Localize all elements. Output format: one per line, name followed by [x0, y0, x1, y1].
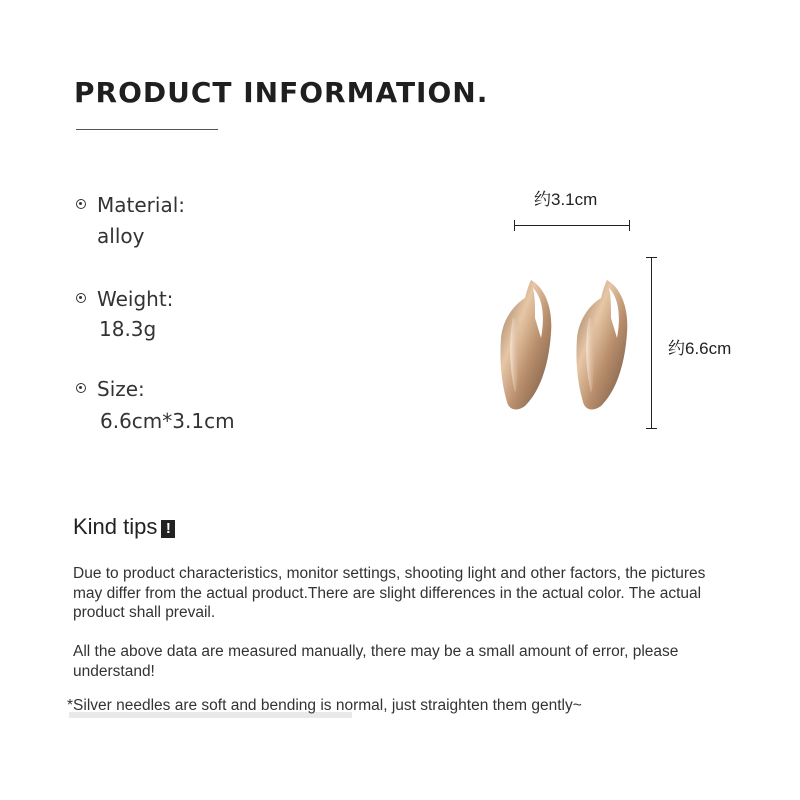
silver-needle-note: *Silver needles are soft and bending is normal, just straighten them gently~: [67, 697, 582, 714]
height-dimension-line: [651, 257, 652, 429]
spec-size-value: 6.6cm*3.1cm: [100, 409, 235, 433]
spec-weight-label: Weight:: [97, 287, 174, 311]
bullet-icon: [76, 293, 86, 303]
bullet-icon: [76, 383, 86, 393]
measurement-paragraph: All the above data are measured manually, there may be a small amount of error, please understand!: [73, 643, 679, 680]
width-dimension-line: [514, 225, 630, 226]
kind-tips-heading: [73, 514, 175, 540]
spec-weight-value: 18.3g: [99, 317, 157, 341]
earrings-image: [495, 278, 645, 413]
spec-material-label: Material:: [97, 193, 185, 217]
disclaimer-paragraph: Due to product characteristics, monitor settings, shooting light and other factors, the pictures may differ from the actual product.There are slight differences in the actual color. The actual product shall prevail.: [73, 565, 706, 621]
left-earring: [500, 280, 551, 409]
spec-material-value: alloy: [97, 224, 145, 248]
right-earring: [576, 280, 627, 409]
height-dimension-label: 约6.6cm: [668, 339, 732, 358]
exclamation-icon: !: [161, 520, 175, 538]
bullet-icon: [76, 199, 86, 209]
kind-tips-title: Kind tips: [73, 514, 158, 539]
spec-size-label: Size:: [97, 377, 145, 401]
page-title: PRODUCT INFORMATION.: [74, 76, 489, 109]
width-dimension-label: 约3.1cm: [534, 190, 598, 209]
title-underline: [76, 129, 218, 130]
